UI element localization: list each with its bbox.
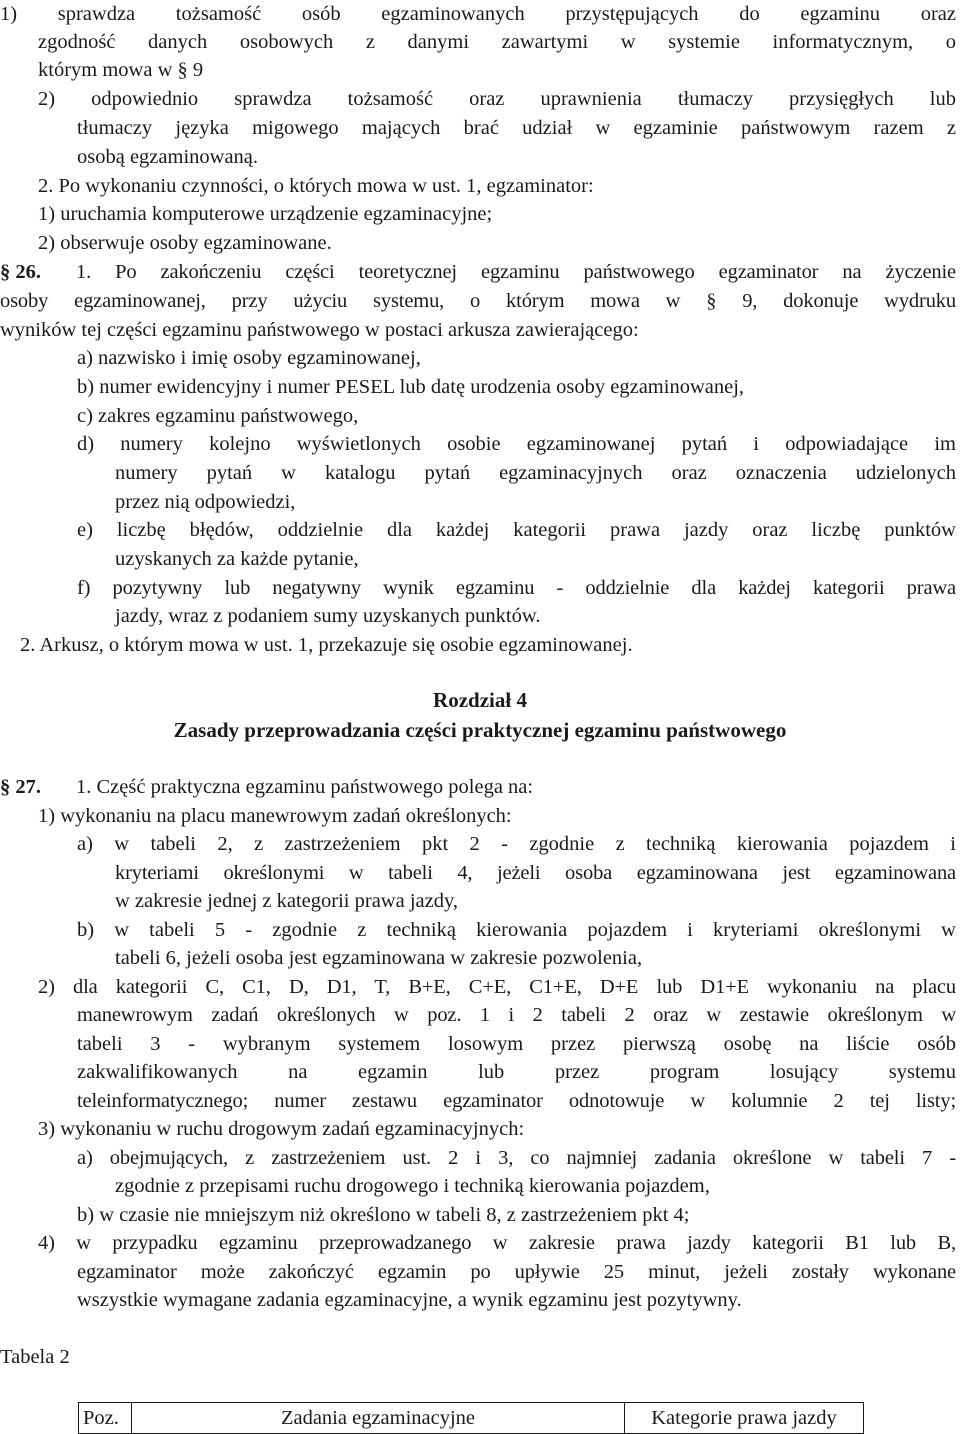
- text-line: egzaminator może zakończyć egzamin po upływie 25 minut, jeżeli zostały wykonane: [77, 1261, 956, 1283]
- text-line: numery pytań w katalogu pytań egzaminacyjnych oraz oznaczenia udzielonych: [115, 462, 956, 484]
- text-line: wszystkie wymagane zadania egzaminacyjne, a wynik egzaminu jest pozytywny.: [77, 1289, 742, 1311]
- text-line: uzyskanych za każde pytanie,: [115, 548, 359, 570]
- list-item: f) pozytywny lub negatywny wynik egzaminu - oddzielnie dla każdej kategorii prawa: [77, 577, 956, 599]
- text-line: w zakresie jednej z kategorii prawa jazdy,: [115, 890, 459, 912]
- text-line: zgodność danych osobowych z danymi zawartymi w systemie informatycznym, o: [38, 31, 956, 53]
- text-line: którym mowa w § 9: [38, 59, 204, 81]
- text-line: wyników tej części egzaminu państwowego w postaci arkusza zawierającego:: [0, 319, 639, 341]
- list-item: c) zakres egzaminu państwowego,: [77, 405, 359, 427]
- list-item: b) numer ewidencyjny i numer PESEL lub datę urodzenia osoby egzaminowanej,: [77, 376, 745, 398]
- text-line: zgodnie z przepisami ruchu drogowego i techniką kierowania pojazdem,: [115, 1175, 710, 1197]
- table-header-cell: Zadania egzaminacyjne: [132, 1403, 625, 1434]
- text-line: 1. Część praktyczna egzaminu państwowego polega na:: [76, 776, 534, 798]
- paragraph-number: § 27.: [0, 776, 41, 798]
- text-line: 2. Po wykonaniu czynności, o których mowa w ust. 1, egzaminator:: [38, 175, 594, 197]
- text-line: 2) obserwuje osoby egzaminowane.: [38, 232, 332, 254]
- text-line: 1) uruchamia komputerowe urządzenie egzaminacyjne;: [38, 203, 493, 225]
- text-line: jazdy, wraz z podaniem sumy uzyskanych punktów.: [115, 605, 541, 627]
- table-header-row: [79, 1403, 864, 1434]
- text-line: osobą egzaminowaną.: [77, 146, 259, 168]
- text-line: tabeli 6, jeżeli osoba jest egzaminowana w zakresie pozwolenia,: [115, 947, 643, 969]
- list-item: a) obejmujących, z zastrzeżeniem ust. 2 i 3, co najmniej zadania określone w tabeli 7 -: [77, 1147, 956, 1169]
- list-item: a) w tabeli 2, z zastrzeżeniem pkt 2 - zgodnie z techniką kierowania pojazdem i: [77, 833, 956, 855]
- text-line: 1) sprawdza tożsamość osób egzaminowanych przystępujących do egzaminu oraz: [0, 3, 956, 25]
- text-line: kryteriami określonymi w tabeli 4, jeżeli osoba egzaminowana jest egzaminowana: [115, 862, 956, 884]
- table-header-cell: Kategorie prawa jazdy: [625, 1403, 864, 1434]
- text-line: teleinformatycznego; numer zestawu egzaminator odnotowuje w kolumnie 2 tej listy;: [77, 1090, 956, 1112]
- text-line: manewrowym zadań określonych w poz. 1 i 2 tabeli 2 oraz w zestawie określonym w: [77, 1004, 956, 1026]
- list-item: e) liczbę błędów, oddzielnie dla każdej kategorii prawa jazdy oraz liczbę punktów: [77, 519, 956, 541]
- text-line: tłumaczy języka migowego mających brać udział w egzaminie państwowym razem z: [77, 117, 956, 139]
- table-header-cell: Poz.: [79, 1403, 132, 1434]
- text-line: osoby egzaminowanej, przy użyciu systemu, o którym mowa w § 9, dokonuje wydruku: [0, 290, 956, 312]
- list-item: 3) wykonaniu w ruchu drogowym zadań egzaminacyjnych:: [38, 1118, 525, 1140]
- text-line: zakwalifikowanych na egzamin lub przez program losujący systemu: [77, 1061, 956, 1083]
- list-item: 2) dla kategorii C, C1, D, D1, T, B+E, C+E, C1+E, D+E lub D1+E wykonaniu na placu: [38, 976, 956, 998]
- text-line: tabeli 3 - wybranym systemem losowym przez pierwszą osobę na liście osób: [77, 1033, 956, 1055]
- list-item: 4) w przypadku egzaminu przeprowadzanego w zakresie prawa jazdy kategorii B1 lub B,: [38, 1232, 956, 1254]
- paragraph-number: § 26.: [0, 261, 41, 283]
- chapter-title: Zasady przeprowadzania części praktycznej egzaminu państwowego: [173, 718, 787, 742]
- list-item: a) nazwisko i imię osoby egzaminowanej,: [77, 347, 421, 369]
- list-item: d) numery kolejno wyświetlonych osobie egzaminowanej pytań i odpowiadające im: [77, 433, 956, 455]
- list-item: b) w czasie nie mniejszym niż określono w tabeli 8, z zastrzeżeniem pkt 4;: [77, 1204, 690, 1226]
- text-line: 1. Po zakończeniu części teoretycznej egzaminu państwowego egzaminator na życzenie: [76, 261, 956, 283]
- table-caption: Tabela 2: [0, 1346, 70, 1368]
- tasks-table: [78, 1402, 864, 1434]
- text-line: 2. Arkusz, o którym mowa w ust. 1, przekazuje się osobie egzaminowanej.: [20, 634, 633, 656]
- chapter-number: Rozdział 4: [433, 688, 527, 712]
- list-item: b) w tabeli 5 - zgodnie z techniką kierowania pojazdem i kryteriami określonymi w: [77, 919, 956, 941]
- list-item: 1) wykonaniu na placu manewrowym zadań określonych:: [38, 805, 512, 827]
- text-line: 2) odpowiednio sprawdza tożsamość oraz uprawnienia tłumaczy przysięgłych lub: [38, 88, 956, 110]
- text-line: przez nią odpowiedzi,: [115, 491, 296, 513]
